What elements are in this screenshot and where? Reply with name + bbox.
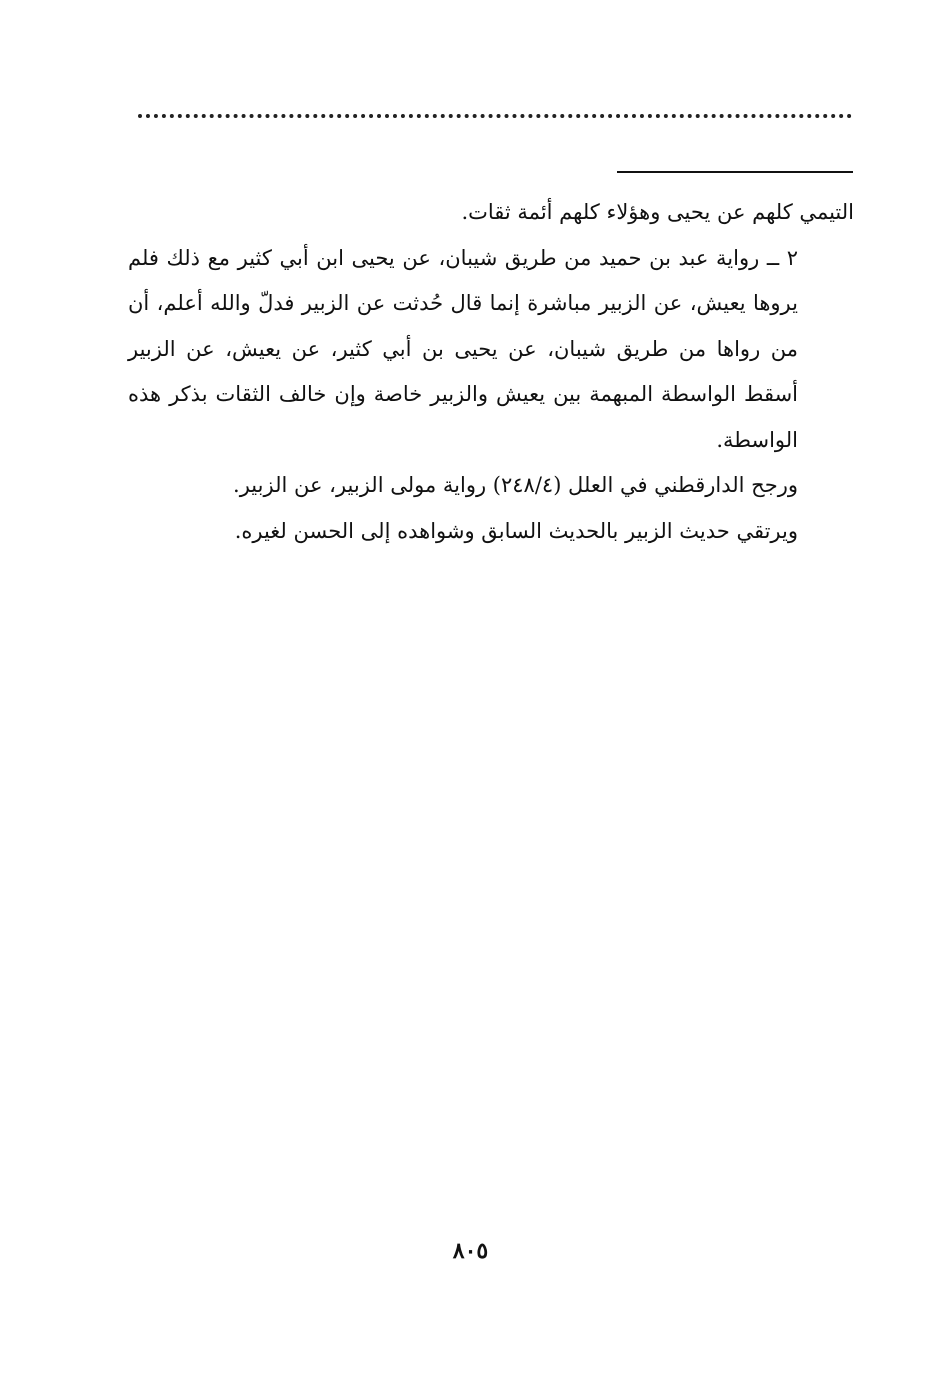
dotted-separator	[138, 114, 852, 118]
footnote-paragraph-3: ورجح الدارقطني في العلل (٢٤٨/٤) رواية مولى الزبير، عن الزبير.	[233, 473, 798, 497]
footnote-paragraph-2: ٢ ــ رواية عبد بن حميد من طريق شيبان، عن يحيى ابن أبي كثير مع ذلك فلم يروها يعيش، عن الزبير مباشرة إنما قال حُدثت عن الزبير فدلّ والله أعلم، أن من رواها من طريق شيبان، عن يحيى بن أبي كثير، عن يعيش، عن الزبير أسقط الواسطة المبهمة بين يعيش والزبير خاصة وإن خالف الثقات بذكر هذه الواسطة.	[128, 245, 798, 452]
footnote-continuation-line: التيمي كلهم عن يحيى وهؤلاء كلهم أئمة ثقات.	[461, 200, 854, 224]
page-number: ٨٠٥	[452, 1238, 489, 1264]
footnote-block	[128, 190, 854, 554]
footnote-paragraph-4: ويرتقي حديث الزبير بالحديث السابق وشواهده إلى الحسن لغيره.	[234, 518, 798, 543]
footnote-separator-line	[617, 171, 853, 173]
